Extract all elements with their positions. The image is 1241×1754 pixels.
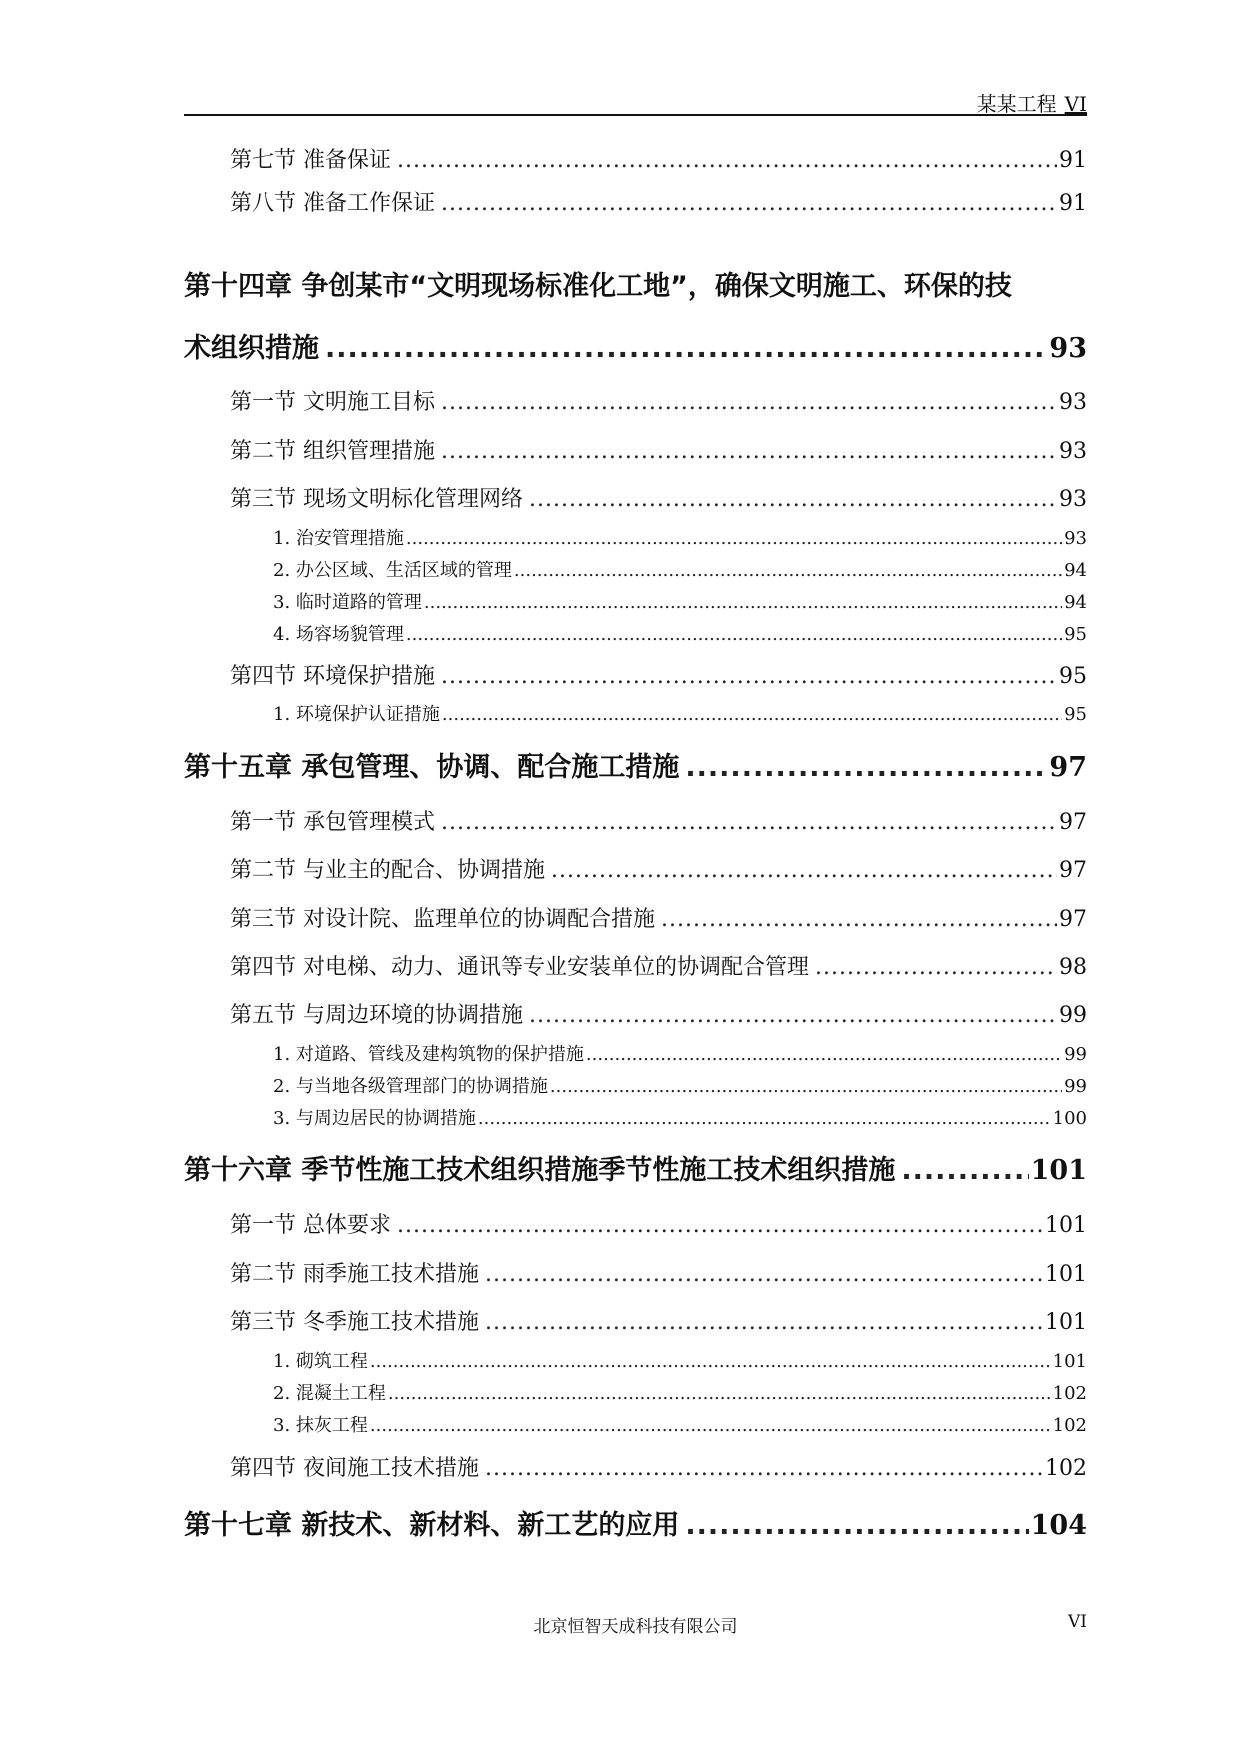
- toc-entry-page: 101: [1045, 1262, 1087, 1287]
- toc-entry[interactable]: [230, 1451, 1087, 1482]
- toc-subentry[interactable]: [273, 1040, 1087, 1066]
- toc-entry-page: 91: [1059, 148, 1087, 173]
- toc-entry-title: 第五节 与周边环境的协调措施: [230, 1003, 523, 1028]
- toc-entry-page: 95: [1064, 704, 1087, 725]
- toc-leader-dots: [661, 907, 1057, 932]
- toc-entry[interactable]: [230, 659, 1087, 690]
- toc-subentry-title: 2. 办公区域、生活区域的管理: [273, 560, 512, 581]
- toc-entry-title: 第二节 与业主的配合、协调措施: [230, 858, 545, 883]
- toc-chapter-title: 第十五章 承包管理、协调、配合施工措施: [184, 752, 680, 783]
- header-page-number: VI: [1064, 92, 1087, 116]
- toc-chapter-entry[interactable]: [184, 745, 1087, 784]
- toc-entry[interactable]: [230, 998, 1087, 1029]
- toc-entry-page: 102: [1045, 1456, 1087, 1481]
- toc-subentry-title: 4. 场容场貌管理: [273, 624, 404, 645]
- toc-entry-page: 101: [1045, 1213, 1087, 1238]
- toc-leader-dots: [901, 1155, 1028, 1186]
- toc-entry-page: 93: [1064, 528, 1087, 549]
- toc-entry[interactable]: [230, 385, 1087, 416]
- toc-subentry-title: 1. 环境保护认证措施: [273, 704, 440, 725]
- toc-entry[interactable]: [230, 805, 1087, 836]
- toc-subentry-title: 2. 与当地各级管理部门的协调措施: [273, 1076, 548, 1097]
- toc-entry-page: 93: [1059, 439, 1087, 464]
- toc-leader-dots: [529, 487, 1057, 512]
- toc-entry-title: 第八节 准备工作保证: [230, 191, 435, 216]
- toc-entry-page: 102: [1052, 1415, 1087, 1436]
- toc-subentry[interactable]: [273, 524, 1087, 550]
- toc-entry-page: 97: [1059, 858, 1087, 883]
- toc-entry-page: 93: [1049, 333, 1087, 364]
- toc-leader-dots: [370, 1415, 1051, 1436]
- toc-leader-dots: [325, 333, 1047, 364]
- toc-subentry-title: 1. 砌筑工程: [273, 1351, 368, 1372]
- toc-entry-page: 101: [1030, 1155, 1087, 1186]
- toc-entry-page: 99: [1064, 1076, 1087, 1097]
- header-title: 某某工程: [976, 92, 1057, 116]
- toc-entry-page: 97: [1059, 810, 1087, 835]
- toc-entry[interactable]: [230, 950, 1087, 981]
- toc-entry-page: 94: [1064, 592, 1087, 613]
- toc-entry[interactable]: [230, 1257, 1087, 1288]
- toc-entry-page: 104: [1030, 1510, 1087, 1541]
- toc-leader-dots: [406, 528, 1062, 549]
- toc-subentry[interactable]: [273, 556, 1087, 582]
- toc-leader-dots: [370, 1351, 1051, 1372]
- toc-leader-dots: [441, 191, 1057, 216]
- toc-leader-dots: [514, 560, 1062, 581]
- toc-entry-page: 93: [1059, 390, 1087, 415]
- toc-leader-dots: [485, 1310, 1043, 1335]
- toc-entry-title: 第一节 总体要求: [230, 1213, 391, 1238]
- toc-leader-dots: [485, 1262, 1043, 1287]
- toc-entry-title: 第三节 对设计院、监理单位的协调配合措施: [230, 907, 655, 932]
- toc-chapter-entry[interactable]: [184, 326, 1087, 365]
- toc-entry-page: 101: [1052, 1351, 1087, 1372]
- footer-company: 北京恒智天成科技有限公司: [533, 1617, 738, 1637]
- toc-leader-dots: [424, 592, 1062, 613]
- toc-subentry-title: 3. 与周边居民的协调措施: [273, 1108, 476, 1129]
- toc-entry-title: 第一节 文明施工目标: [230, 390, 435, 415]
- toc-entry[interactable]: [230, 902, 1087, 933]
- toc-leader-dots: [586, 1044, 1062, 1065]
- toc-subentry[interactable]: [273, 1379, 1087, 1405]
- toc-leader-dots: [406, 624, 1062, 645]
- toc-subentry-title: 3. 抹灰工程: [273, 1415, 368, 1436]
- toc-entry-page: 97: [1049, 752, 1087, 783]
- toc-leader-dots: [441, 664, 1057, 689]
- toc-entry-title: 第二节 组织管理措施: [230, 439, 435, 464]
- toc-leader-dots: [550, 1076, 1062, 1097]
- toc-leader-dots: [397, 148, 1057, 173]
- toc-leader-dots: [815, 955, 1057, 980]
- toc-leader-dots: [685, 1510, 1028, 1541]
- toc-subentry[interactable]: [273, 620, 1087, 646]
- toc-subentry-title: 3. 临时道路的管理: [273, 592, 422, 613]
- toc-subentry[interactable]: [273, 1411, 1087, 1437]
- toc-leader-dots: [485, 1456, 1043, 1481]
- toc-entry[interactable]: [230, 186, 1087, 217]
- toc-entry[interactable]: [230, 482, 1087, 513]
- toc-leader-dots: [442, 704, 1062, 725]
- toc-entry-page: 99: [1059, 1003, 1087, 1028]
- toc-entry-page: 94: [1064, 560, 1087, 581]
- toc-leader-dots: [441, 390, 1057, 415]
- toc-entry-title: 第二节 雨季施工技术措施: [230, 1262, 479, 1287]
- toc-entry-title: 第三节 现场文明标化管理网络: [230, 487, 523, 512]
- toc-entry-page: 97: [1059, 907, 1087, 932]
- toc-subentry[interactable]: [273, 700, 1087, 726]
- toc-leader-dots: [397, 1213, 1043, 1238]
- toc-subentry[interactable]: [273, 588, 1087, 614]
- toc-entry[interactable]: [230, 853, 1087, 884]
- toc-entry-title: 第四节 夜间施工技术措施: [230, 1456, 479, 1481]
- toc-entry-title: 第四节 对电梯、动力、通讯等专业安装单位的协调配合管理: [230, 955, 809, 980]
- toc-subentry-title: 1. 对道路、管线及建构筑物的保护措施: [273, 1044, 584, 1065]
- toc-entry[interactable]: [230, 434, 1087, 465]
- toc-subentry[interactable]: [273, 1104, 1087, 1130]
- toc-chapter-title: 第十四章 争创某市“文明现场标准化工地”，确保文明施工、环保的技: [184, 271, 1012, 302]
- toc-leader-dots: [685, 752, 1047, 783]
- toc-entry-page: 100: [1052, 1108, 1087, 1129]
- footer-page-number: VI: [1068, 1612, 1087, 1632]
- toc-entry-page: 95: [1059, 664, 1087, 689]
- toc-entry[interactable]: [230, 1305, 1087, 1336]
- toc-entry-title: 第四节 环境保护措施: [230, 664, 435, 689]
- toc-chapter-title: 术组织措施: [184, 333, 319, 364]
- toc-entry-page: 99: [1064, 1044, 1087, 1065]
- toc-subentry-title: 1. 治安管理措施: [273, 528, 404, 549]
- toc-chapter-entry[interactable]: [184, 1503, 1087, 1542]
- toc-subentry[interactable]: [273, 1347, 1087, 1373]
- toc-entry-title: 第三节 冬季施工技术措施: [230, 1310, 479, 1335]
- toc-entry-title: 第七节 准备保证: [230, 148, 391, 173]
- page-footer: [184, 1612, 1087, 1636]
- toc-leader-dots: [441, 439, 1057, 464]
- toc-chapter-entry[interactable]: [184, 264, 1087, 303]
- toc-leader-dots: [388, 1383, 1051, 1404]
- toc-entry-page: 101: [1045, 1310, 1087, 1335]
- toc-leader-dots: [478, 1108, 1051, 1129]
- toc-chapter-title: 第十六章 季节性施工技术组织措施季节性施工技术组织措施: [184, 1155, 896, 1186]
- toc-subentry[interactable]: [273, 1072, 1087, 1098]
- toc-chapter-title: 第十七章 新技术、新材料、新工艺的应用: [184, 1510, 680, 1541]
- toc-entry-page: 91: [1059, 191, 1087, 216]
- toc-entry-page: 102: [1052, 1383, 1087, 1404]
- toc-leader-dots: [529, 1003, 1057, 1028]
- toc-entry-page: 98: [1059, 955, 1087, 980]
- toc-entry-page: 93: [1059, 487, 1087, 512]
- toc-entry[interactable]: [230, 1208, 1087, 1239]
- toc-entry-page: 95: [1064, 624, 1087, 645]
- toc-entry[interactable]: [230, 143, 1087, 174]
- toc-entry-title: 第一节 承包管理模式: [230, 810, 435, 835]
- toc-chapter-entry[interactable]: [184, 1148, 1087, 1187]
- toc-subentry-title: 2. 混凝土工程: [273, 1383, 386, 1404]
- toc-leader-dots: [441, 810, 1057, 835]
- toc-leader-dots: [551, 858, 1057, 883]
